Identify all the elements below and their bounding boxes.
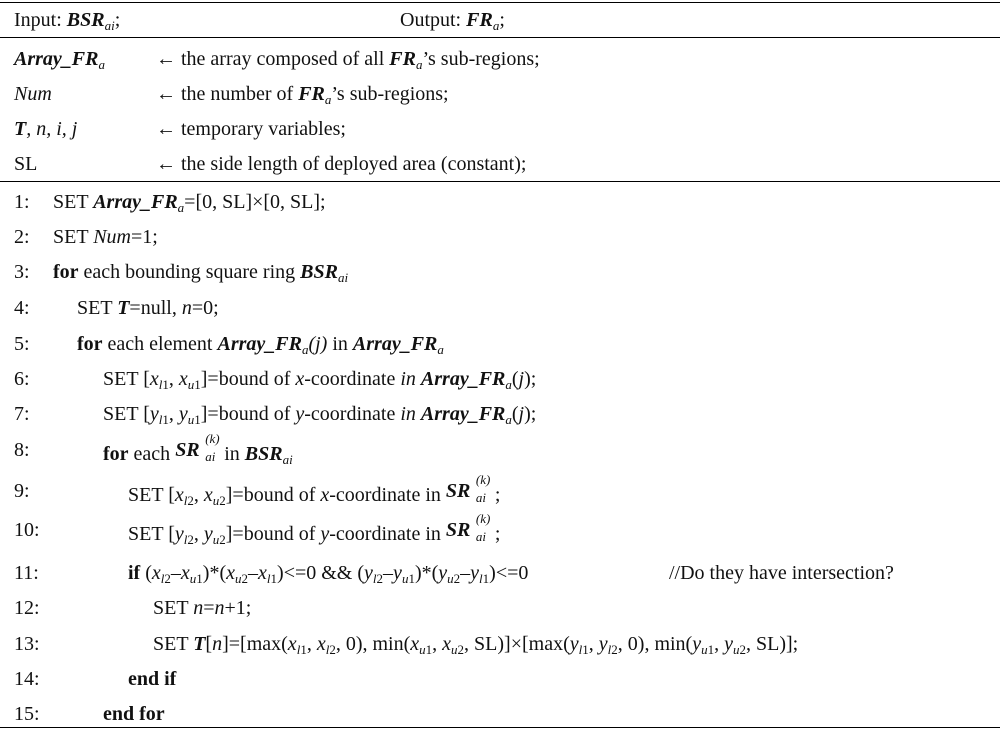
code-line (0, 398, 1000, 432)
definition-name: T, n, i, j (14, 118, 78, 140)
code-line (0, 511, 1000, 548)
line-code: end for (103, 703, 165, 725)
definition-name: Num (14, 83, 52, 105)
code-line (0, 292, 1000, 326)
line-code: SET [$y_{l1}$, $y_{u1}]=bound$ of y-coordinate in $Array\_FR_a(j)$; (103, 403, 537, 427)
line-number: 15: (14, 703, 40, 725)
code-line (0, 663, 1000, 697)
definition-row (0, 43, 1000, 77)
code-line (0, 557, 1000, 591)
line-code: for each SR (k) ai in $BSR_{ai}$ (103, 431, 293, 467)
header-rule (0, 37, 1000, 38)
top-rule (0, 2, 1000, 3)
line-number: 9: (14, 480, 30, 502)
code-comment: //Do they have intersection? (669, 562, 894, 584)
line-code: SET $T[n]=[\max(x_{l1}$, $x_{l2}$, 0), $\min(x_{u1}$, $x_{u2}$, $SL)]\times[\max(y_{l1}$, $y_{l2}$, 0), $\min(y_{u1}$, $y_{u2}$, SL)]; (153, 633, 799, 657)
line-code: SET T=null, n=0; (77, 297, 219, 319)
code-line (0, 328, 1000, 362)
sr-term: SR (k) ai (445, 472, 491, 505)
definition-name: SL (14, 153, 38, 175)
line-code: end if (128, 668, 177, 690)
line-number: 7: (14, 403, 30, 425)
line-number: 10: (14, 519, 40, 541)
line-number: 8: (14, 439, 30, 461)
definition-row (0, 148, 1000, 182)
code-line (0, 256, 1000, 290)
line-code: for each element $Array\_FR_a(j)$ in $Array\_FR_a$ (77, 333, 444, 357)
code-line (0, 221, 1000, 255)
line-number: 2: (14, 226, 30, 248)
code-line (0, 472, 1000, 509)
line-code: SET [$x_{l2}$, $x_{u2}]=bound$ of x-coordinate in SR (k) ai ; (128, 472, 501, 508)
line-code: SET Num=1; (53, 226, 158, 248)
line-number: 12: (14, 597, 40, 619)
line-code: SET [$x_{l1}$, $x_{u1}]=bound$ of x-coordinate in $Array\_FR_a(j)$; (103, 368, 537, 392)
io-header (0, 4, 1000, 38)
sr-term: SR (k) ai (445, 511, 491, 544)
definitions-rule (0, 181, 1000, 182)
line-number: 11: (14, 562, 39, 584)
line-number: 14: (14, 668, 40, 690)
line-code: SET [$y_{l2}$, $y_{u2}]=bound$ of y-coordinate in SR (k) ai ; (128, 511, 501, 547)
definition-desc: ← the number of $FR_a’s$ sub-regions; (156, 83, 449, 107)
definition-desc: ← the side length of deployed area (constant); (156, 153, 527, 175)
line-number: 4: (14, 297, 30, 319)
sr-term: SR (k) ai (175, 431, 220, 464)
code-line (0, 363, 1000, 397)
definition-desc: ← temporary variables; (156, 118, 346, 140)
line-number: 5: (14, 333, 30, 355)
definition-name: $Array\_FR_a$ (14, 48, 105, 72)
definition-row (0, 78, 1000, 112)
line-code: if $(x_{l2}-x_{u1})*(x_{u2}-x_{l1})<=0$ && $(y_{l2}-y_{u1})*(y_{u2}-y_{l1})<=0$ (128, 562, 529, 586)
code-line (0, 628, 1000, 662)
line-code: SET n=n+1; (153, 597, 252, 619)
code-line (0, 592, 1000, 626)
line-number: 13: (14, 633, 40, 655)
output-spec: Output: $FR_a$; (400, 9, 505, 33)
line-code: SET $Array\_FR_a=[0$, SL]×[0, SL]; (53, 191, 326, 215)
line-number: 6: (14, 368, 30, 390)
code-line (0, 186, 1000, 220)
definition-desc: ← the array composed of all $FR_a’s$ sub-regions; (156, 48, 540, 72)
line-code: for each bounding square ring $BSR_{ai}$ (53, 261, 349, 285)
code-line (0, 431, 1000, 468)
input-spec: Input: $BSR_{ai}$; (14, 9, 121, 33)
definition-row (0, 113, 1000, 147)
line-number: 1: (14, 191, 30, 213)
line-number: 3: (14, 261, 30, 283)
bottom-rule (0, 727, 1000, 728)
